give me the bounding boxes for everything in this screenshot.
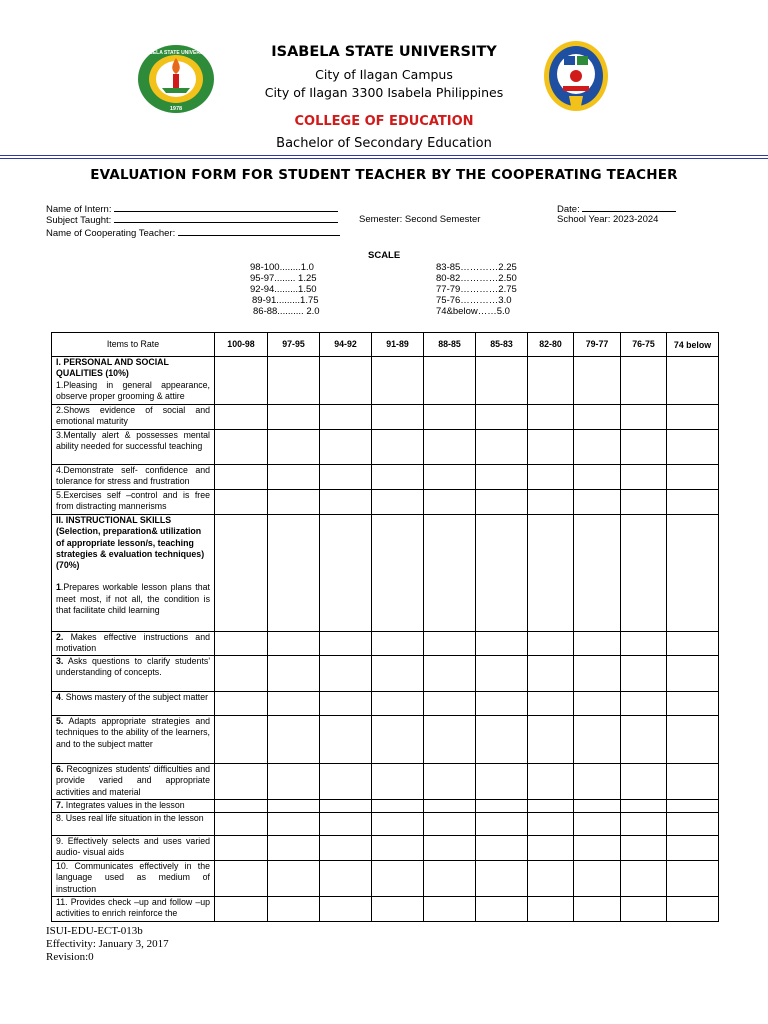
rating-cell[interactable]: [621, 465, 667, 490]
rating-cell[interactable]: [372, 515, 424, 632]
rating-cell[interactable]: [268, 405, 320, 430]
rating-cell[interactable]: [621, 405, 667, 430]
rating-cell[interactable]: [372, 800, 424, 813]
rating-cell[interactable]: [424, 716, 476, 764]
rating-cell[interactable]: [667, 692, 719, 716]
rating-cell[interactable]: [372, 656, 424, 692]
rating-cell[interactable]: [424, 656, 476, 692]
table-row: [52, 813, 719, 836]
rating-cell[interactable]: [320, 656, 372, 692]
rating-cell[interactable]: [424, 357, 476, 405]
document-footer: [46, 925, 169, 964]
rating-cell[interactable]: [320, 716, 372, 764]
rating-cell[interactable]: [320, 430, 372, 465]
scale-entry: 86-88.......... 2.0: [253, 306, 320, 317]
rating-cell[interactable]: [424, 764, 476, 800]
rating-cell[interactable]: [621, 632, 667, 656]
rating-cell[interactable]: [320, 465, 372, 490]
rating-cell[interactable]: [667, 465, 719, 490]
rating-cell[interactable]: [667, 405, 719, 430]
campus-address: City of Ilagan 3300 Isabela Philippines: [264, 85, 504, 100]
rating-cell[interactable]: [621, 490, 667, 515]
item-text: [56, 656, 210, 679]
table-row: [52, 800, 719, 813]
rating-cell[interactable]: [268, 357, 320, 405]
program-name: Bachelor of Secondary Education: [276, 136, 492, 151]
rating-cell[interactable]: [320, 764, 372, 800]
rating-cell[interactable]: [528, 692, 574, 716]
rating-cell[interactable]: [621, 764, 667, 800]
rating-cell[interactable]: [320, 692, 372, 716]
item-to-rate: [52, 897, 215, 922]
rating-cell[interactable]: [528, 800, 574, 813]
rating-cell[interactable]: [528, 813, 574, 836]
rating-cell[interactable]: [528, 656, 574, 692]
rating-cell[interactable]: [215, 490, 268, 515]
item-description: Integrates values in the lesson: [63, 800, 185, 810]
rating-cell[interactable]: [667, 861, 719, 897]
item-description: 1.Pleasing in general appearance, observe proper grooming & attire: [56, 379, 210, 401]
item-description: Asks questions to clarify students' understanding of concepts.: [56, 656, 210, 678]
revision-number: Revision:0: [46, 951, 94, 963]
seal-year: 1978: [169, 106, 183, 112]
scale-right-column: [436, 262, 517, 317]
rating-cell[interactable]: [372, 405, 424, 430]
rating-cell[interactable]: [667, 813, 719, 836]
rating-cell[interactable]: [372, 716, 424, 764]
rating-cell[interactable]: [424, 632, 476, 656]
subject-blank[interactable]: [114, 214, 338, 223]
rating-cell[interactable]: [621, 836, 667, 861]
rating-cell[interactable]: [574, 405, 621, 430]
rating-cell[interactable]: [476, 465, 528, 490]
intern-label: Name of Intern:: [46, 204, 112, 215]
rating-cell[interactable]: [215, 656, 268, 692]
rating-cell[interactable]: [372, 836, 424, 861]
item-to-rate: [52, 357, 215, 405]
rating-cell[interactable]: [215, 800, 268, 813]
scale-entry: 77-79…………2.75: [436, 284, 517, 295]
rating-cell[interactable]: [215, 405, 268, 430]
item-description: 2.Shows evidence of social and emotional maturity: [56, 405, 210, 427]
rating-cell[interactable]: [528, 357, 574, 405]
column-header: 100-98: [215, 333, 268, 357]
rating-cell[interactable]: [215, 813, 268, 836]
rating-cell[interactable]: [476, 836, 528, 861]
rating-cell[interactable]: [574, 836, 621, 861]
rating-cell[interactable]: [621, 800, 667, 813]
table-row: [52, 515, 719, 632]
rating-cell[interactable]: [621, 897, 667, 922]
rating-cell[interactable]: [621, 357, 667, 405]
rating-cell[interactable]: [215, 861, 268, 897]
rating-cell[interactable]: [476, 716, 528, 764]
rating-cell[interactable]: [528, 632, 574, 656]
rating-cell[interactable]: [320, 357, 372, 405]
rating-cell[interactable]: [268, 861, 320, 897]
scale-entry: 75-76…………3.0: [436, 295, 512, 306]
item-number: 3.: [56, 656, 64, 666]
item-description: Makes effective instructions and motivation: [56, 632, 210, 654]
item-description: 3.Mentally alert & possesses mental ability needed for successful teaching: [56, 430, 210, 452]
rating-cell[interactable]: [574, 515, 621, 632]
header-rule-bottom: [0, 158, 768, 159]
item-to-rate: [52, 800, 215, 813]
item-to-rate: [52, 632, 215, 656]
column-header: 82-80: [528, 333, 574, 357]
rating-cell[interactable]: [424, 430, 476, 465]
rating-cell[interactable]: [574, 861, 621, 897]
rating-cell[interactable]: [667, 515, 719, 632]
rating-cell[interactable]: [372, 692, 424, 716]
rating-cell[interactable]: [372, 430, 424, 465]
table-row: [52, 465, 719, 490]
item-number: 5.: [56, 716, 64, 726]
rating-cell[interactable]: [574, 800, 621, 813]
item-number: 4: [56, 692, 61, 702]
item-to-rate: [52, 716, 215, 764]
item-to-rate: [52, 465, 215, 490]
item-to-rate: [52, 430, 215, 465]
column-header: 97-95: [268, 333, 320, 357]
rating-cell[interactable]: [268, 692, 320, 716]
rating-cell[interactable]: [528, 430, 574, 465]
item-text: [56, 430, 210, 453]
item-text: [56, 490, 210, 513]
rating-cell[interactable]: [621, 813, 667, 836]
scale-title: SCALE: [368, 250, 401, 261]
column-header: 94-92: [320, 333, 372, 357]
section-heading: I. PERSONAL AND SOCIAL QUALITIES (10%): [56, 357, 169, 379]
rating-cell[interactable]: [574, 692, 621, 716]
rating-cell[interactable]: [667, 836, 719, 861]
table-row: [52, 490, 719, 515]
item-text: [56, 764, 210, 798]
rating-cell[interactable]: [215, 430, 268, 465]
rating-cell[interactable]: [574, 490, 621, 515]
rating-cell[interactable]: [268, 430, 320, 465]
rating-cell[interactable]: [667, 430, 719, 465]
rating-cell[interactable]: [215, 836, 268, 861]
item-text: [56, 405, 210, 428]
item-text: [56, 836, 210, 859]
item-text: [56, 582, 210, 616]
item-to-rate: [52, 836, 215, 861]
rating-cell[interactable]: [476, 515, 528, 632]
rating-cell[interactable]: [320, 515, 372, 632]
rating-cell[interactable]: [528, 897, 574, 922]
rating-cell[interactable]: [476, 897, 528, 922]
rating-cell[interactable]: [320, 861, 372, 897]
rating-cell[interactable]: [215, 357, 268, 405]
cooperating-teacher-label: Name of Cooperating Teacher:: [46, 228, 176, 239]
rating-cell[interactable]: [667, 897, 719, 922]
item-text: [56, 813, 210, 824]
rating-cell[interactable]: [424, 813, 476, 836]
table-row: [52, 430, 719, 465]
rating-cell[interactable]: [574, 656, 621, 692]
rating-cell[interactable]: [372, 490, 424, 515]
item-text: [56, 897, 210, 920]
rating-cell[interactable]: [372, 465, 424, 490]
column-header: Items to Rate: [52, 333, 215, 357]
item-description: 8. Uses real life situation in the lesson: [56, 813, 204, 823]
rating-cell[interactable]: [621, 716, 667, 764]
rating-cell[interactable]: [528, 405, 574, 430]
rating-cell[interactable]: [476, 656, 528, 692]
item-to-rate: [52, 405, 215, 430]
rating-cell[interactable]: [574, 430, 621, 465]
cooperating-teacher-blank[interactable]: [178, 227, 340, 236]
document-code: ISUI-EDU-ECT-013b: [46, 925, 143, 937]
university-name: ISABELA STATE UNIVERSITY: [271, 44, 497, 60]
rating-cell[interactable]: [528, 515, 574, 632]
item-number: 1: [56, 582, 61, 593]
item-description: 4.Demonstrate self- confidence and tolerance for stress and frustration: [56, 465, 210, 487]
item-text: [56, 632, 210, 655]
table-row: [52, 764, 719, 800]
rating-cell[interactable]: [268, 515, 320, 632]
rating-cell[interactable]: [621, 692, 667, 716]
rating-cell[interactable]: [215, 465, 268, 490]
column-header: 91-89: [372, 333, 424, 357]
cooperating-teacher-field[interactable]: [46, 227, 340, 239]
rating-cell[interactable]: [268, 897, 320, 922]
rating-cell[interactable]: [528, 465, 574, 490]
rating-cell[interactable]: [667, 632, 719, 656]
rating-cell[interactable]: [215, 764, 268, 800]
item-description: 9. Effectively selects and uses varied audio- visual aids: [56, 836, 210, 858]
scale-entry: 92-94.........1.50: [250, 284, 317, 295]
item-number: 6.: [56, 764, 64, 774]
rating-cell[interactable]: [667, 656, 719, 692]
rating-cell[interactable]: [320, 800, 372, 813]
rating-cell[interactable]: [424, 897, 476, 922]
item-text: [56, 800, 210, 811]
rating-cell[interactable]: [528, 716, 574, 764]
scale-entry: 95-97........ 1.25: [250, 273, 317, 284]
evaluation-table: [51, 332, 719, 922]
item-to-rate: [52, 515, 215, 632]
rating-cell[interactable]: [268, 465, 320, 490]
rating-cell[interactable]: [476, 490, 528, 515]
rating-cell[interactable]: [476, 430, 528, 465]
rating-cell[interactable]: [476, 800, 528, 813]
rating-cell[interactable]: [268, 716, 320, 764]
item-text: [56, 692, 210, 703]
rating-cell[interactable]: [476, 764, 528, 800]
rating-cell[interactable]: [528, 764, 574, 800]
school-year-text: School Year: 2023-2024: [557, 214, 659, 225]
rating-cell[interactable]: [268, 813, 320, 836]
rating-cell[interactable]: [476, 405, 528, 430]
rating-cell[interactable]: [215, 515, 268, 632]
rating-cell[interactable]: [476, 692, 528, 716]
rating-cell[interactable]: [215, 897, 268, 922]
item-text: [56, 861, 210, 895]
rating-cell[interactable]: [268, 490, 320, 515]
rating-cell[interactable]: [476, 813, 528, 836]
intern-blank[interactable]: [114, 203, 338, 212]
spacer: [56, 571, 210, 582]
rating-cell[interactable]: [372, 764, 424, 800]
rating-cell[interactable]: [268, 800, 320, 813]
table-row: [52, 357, 719, 405]
rating-cell[interactable]: [268, 836, 320, 861]
rating-cell[interactable]: [574, 716, 621, 764]
table-row: [52, 897, 719, 922]
item-text: [56, 465, 210, 488]
rating-cell[interactable]: [372, 897, 424, 922]
rating-cell[interactable]: [528, 490, 574, 515]
item-description: Adapts appropriate strategies and techniques to the ability of the learners, and to the subject matter: [56, 716, 210, 749]
rating-cell[interactable]: [215, 692, 268, 716]
rating-cell[interactable]: [320, 813, 372, 836]
campus-name: City of Ilagan Campus: [315, 67, 453, 82]
section-heading: II. INSTRUCTIONAL SKILLS (Selection, preparation& utilization of appropriate lesson/s, teaching strategies & evaluation techniques) (70%): [56, 515, 205, 571]
item-description: Recognizes students' difficulties and provide varied and appropriate activities and material: [56, 764, 210, 797]
rating-cell[interactable]: [424, 861, 476, 897]
item-to-rate: [52, 861, 215, 897]
rating-cell[interactable]: [424, 490, 476, 515]
table-row: [52, 405, 719, 430]
scale-entry: 74&below……5.0: [436, 306, 510, 317]
item-to-rate: [52, 490, 215, 515]
rating-cell[interactable]: [268, 764, 320, 800]
subject-label: Subject Taught:: [46, 215, 112, 226]
column-header: 88-85: [424, 333, 476, 357]
column-header: 76-75: [621, 333, 667, 357]
rating-cell[interactable]: [574, 897, 621, 922]
rating-cell[interactable]: [667, 357, 719, 405]
item-description: . Shows mastery of the subject matter: [60, 692, 209, 702]
rating-cell[interactable]: [320, 632, 372, 656]
rating-cell[interactable]: [574, 465, 621, 490]
rating-cell[interactable]: [320, 490, 372, 515]
column-header: 85-83: [476, 333, 528, 357]
item-to-rate: [52, 764, 215, 800]
college-name: COLLEGE OF EDUCATION: [294, 114, 474, 129]
column-header: 74 below: [667, 333, 719, 357]
item-text: [56, 380, 210, 403]
rating-cell[interactable]: [372, 357, 424, 405]
rating-cell[interactable]: [667, 800, 719, 813]
rating-cell[interactable]: [372, 632, 424, 656]
rating-cell[interactable]: [268, 656, 320, 692]
rating-cell[interactable]: [528, 861, 574, 897]
scale-entry: 98-100........1.0: [250, 262, 314, 273]
rating-cell[interactable]: [621, 430, 667, 465]
item-to-rate: [52, 656, 215, 692]
rating-cell[interactable]: [372, 813, 424, 836]
header-rule-top: [0, 155, 768, 156]
subject-field[interactable]: [46, 214, 338, 226]
effectivity-date: Effectivity: January 3, 2017: [46, 938, 169, 950]
rating-cell[interactable]: [268, 632, 320, 656]
rating-cell[interactable]: [424, 836, 476, 861]
scale-left-column: [250, 262, 320, 317]
rating-cell[interactable]: [424, 515, 476, 632]
scale-entry: 89-91.........1.75: [252, 295, 319, 306]
rating-cell[interactable]: [476, 861, 528, 897]
rating-cell[interactable]: [215, 716, 268, 764]
item-number: 7.: [56, 800, 64, 810]
rating-cell[interactable]: [320, 897, 372, 922]
rating-cell[interactable]: [528, 836, 574, 861]
rating-cell[interactable]: [667, 764, 719, 800]
table-row: [52, 656, 719, 692]
rating-cell[interactable]: [215, 632, 268, 656]
rating-cell[interactable]: [574, 813, 621, 836]
rating-cell[interactable]: [574, 764, 621, 800]
form-title: EVALUATION FORM FOR STUDENT TEACHER BY THE COOPERATING TEACHER: [90, 167, 678, 183]
rating-cell[interactable]: [667, 716, 719, 764]
item-description: 10. Communicates effectively in the language used as medium of instruction: [56, 861, 210, 894]
rating-cell[interactable]: [621, 515, 667, 632]
table-row: [52, 836, 719, 861]
rating-cell[interactable]: [424, 800, 476, 813]
column-header: 79-77: [574, 333, 621, 357]
table-row: [52, 716, 719, 764]
table-row: [52, 692, 719, 716]
rating-cell[interactable]: [424, 465, 476, 490]
item-to-rate: [52, 813, 215, 836]
rating-cell[interactable]: [320, 405, 372, 430]
rating-cell[interactable]: [621, 656, 667, 692]
semester-text: Semester: Second Semester: [359, 214, 481, 225]
date-label: Date:: [557, 204, 580, 215]
table-row: [52, 632, 719, 656]
rating-cell[interactable]: [667, 490, 719, 515]
item-number: 2.: [56, 632, 64, 642]
rating-cell[interactable]: [476, 357, 528, 405]
rating-cell[interactable]: [424, 692, 476, 716]
item-text: [56, 716, 210, 750]
table-row: [52, 861, 719, 897]
scale-entry: 80-82…………2.50: [436, 273, 517, 284]
rating-cell[interactable]: [424, 405, 476, 430]
table-header-row: [52, 333, 719, 357]
item-to-rate: [52, 692, 215, 716]
rating-cell[interactable]: [621, 861, 667, 897]
rating-cell[interactable]: [574, 632, 621, 656]
item-description: 5.Exercises self –control and is free from distracting mannerisms: [56, 490, 210, 512]
rating-cell[interactable]: [476, 632, 528, 656]
rating-cell[interactable]: [372, 861, 424, 897]
item-description: 11. Provides check –up and follow –up activities to enrich reinforce the: [56, 897, 210, 919]
scale-entry: 83-85…………2.25: [436, 262, 517, 273]
rating-cell[interactable]: [574, 357, 621, 405]
date-blank[interactable]: [582, 203, 676, 212]
rating-cell[interactable]: [320, 836, 372, 861]
seal-ring-text: ISABELA STATE UNIVERSITY: [140, 50, 212, 56]
item-description: .Prepares workable lesson plans that meet most, if not all, the condition is that facilitate child learning: [56, 582, 210, 616]
